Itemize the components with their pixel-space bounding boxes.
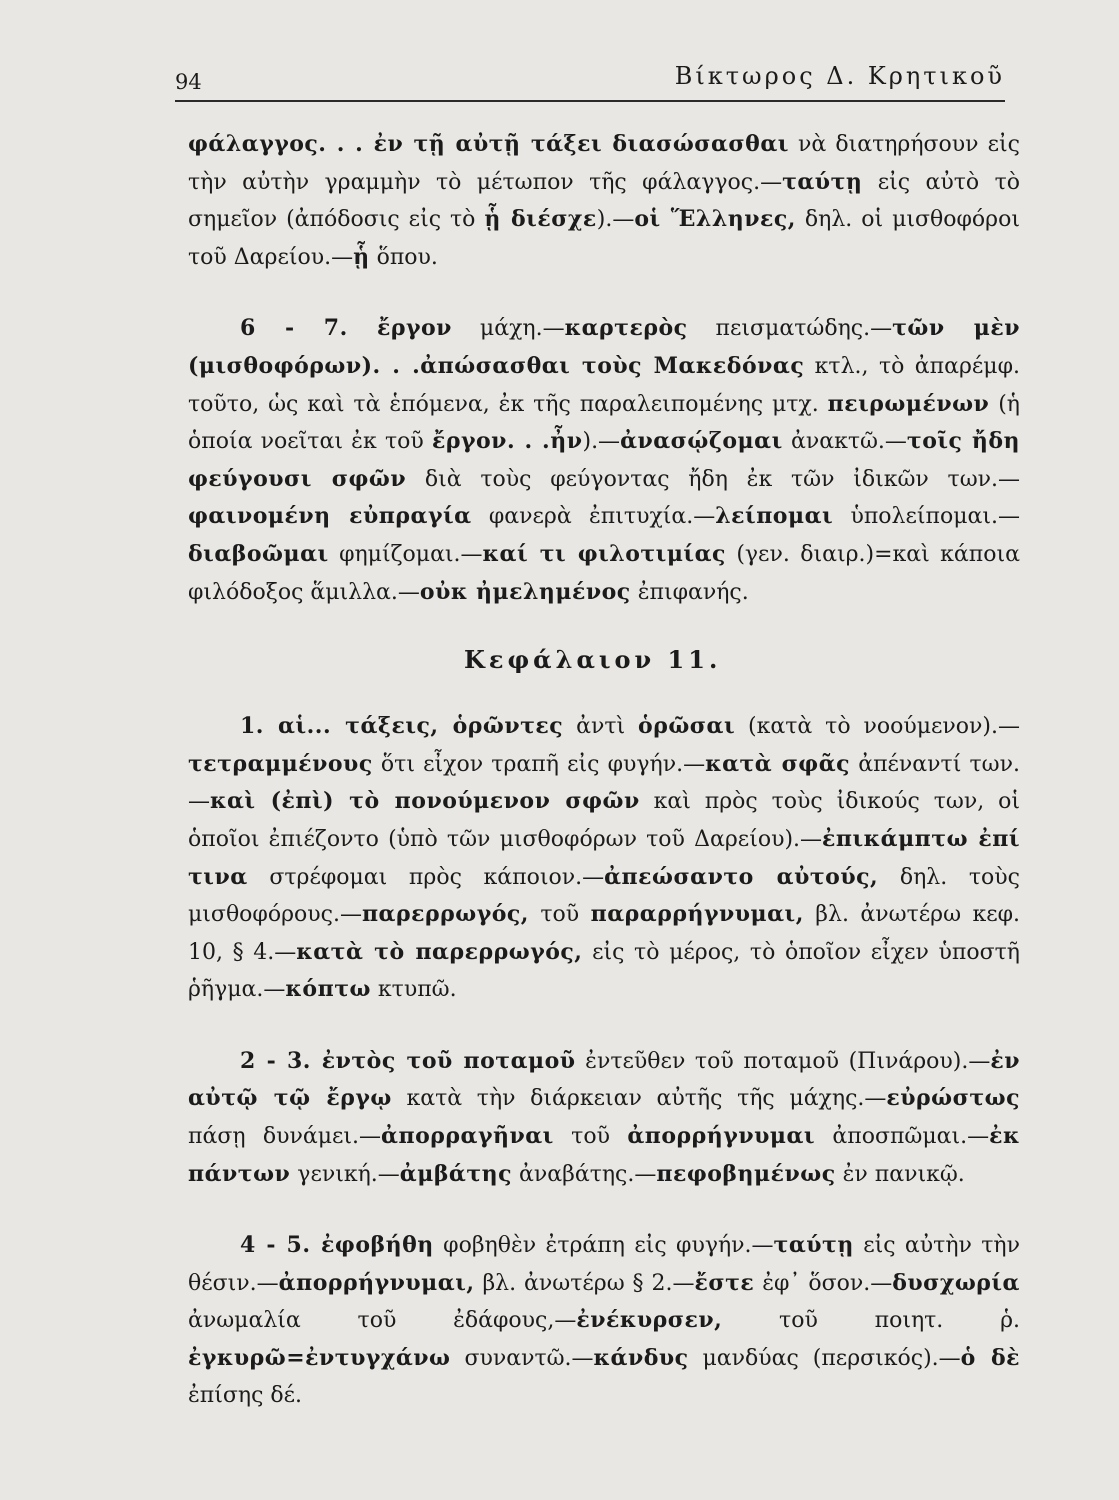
gloss: εἰς αὐτὴν τὴν θέσιν.— <box>188 1233 1020 1296</box>
gloss: δηλ. οἱ μισθοφόροι τοῦ Δαρείου.— <box>188 207 1020 270</box>
gloss: γενική.— <box>290 1161 400 1187</box>
gloss: (κατὰ τὸ νοούμενον).— <box>735 714 1020 740</box>
text-body <box>188 126 1020 1414</box>
header-rule <box>175 100 1005 102</box>
lemma: φάλαγγος. . . ἐν τῇ αὐτῇ τάξει διασώσασθαι <box>188 131 789 157</box>
lemma: ἀπορραγῆναι <box>381 1123 554 1150</box>
lemma: πεφοβημένως <box>656 1160 836 1187</box>
lemma: ἐπικάμπτω ἐπί τινα <box>188 825 1021 890</box>
gloss: ἐπίσης δέ. <box>188 1382 303 1408</box>
lemma: ἔργον. . .ἦν <box>431 428 583 455</box>
paragraph <box>188 126 1020 276</box>
gloss: ἀνακτῶ.— <box>782 429 907 455</box>
gloss: μανδύας (περσικός).— <box>688 1346 961 1372</box>
gloss: (ἡ ὁποία νοεῖται ἐκ τοῦ <box>188 391 1020 455</box>
gloss: ἐντεῦθεν τοῦ ποταμοῦ (Πινάρου).— <box>575 1048 991 1074</box>
lemma: ταύτῃ <box>782 168 863 195</box>
lemma: κατὰ σφᾶς <box>705 750 851 777</box>
gloss: δηλ. τοὺς μισθοφόρους.— <box>188 864 1020 928</box>
gloss: ὅτι εἶχον τραπῆ εἰς φυγήν.— <box>372 751 706 777</box>
gloss: ἐν πανικῷ. <box>835 1161 965 1187</box>
lemma: ᾗ διέσχε <box>484 206 597 233</box>
paragraph <box>188 708 1020 1009</box>
lemma: 2 - 3. ἐντὸς τοῦ ποταμοῦ <box>240 1047 576 1074</box>
paragraph <box>188 310 1020 611</box>
gloss: καὶ πρὸς τοὺς ἰδικούς των, οἱ ὁποῖοι ἐπιέζοντο (ὑπὸ τῶν μισθοφόρων τοῦ Δαρείου).— <box>188 789 1020 852</box>
lemma: λείπομαι <box>715 503 834 530</box>
lemma: οὐκ ἠμελημένος <box>419 578 631 605</box>
lemma: 1. αἱ... τάξεις, ὁρῶντες <box>240 713 564 740</box>
gloss: ἀντὶ <box>563 714 639 740</box>
gloss: (γεν. διαιρ.)=καὶ κάποια φιλόδοξος ἅμιλλα.— <box>188 541 1020 605</box>
lemma: δυσχωρία <box>892 1269 1020 1296</box>
lemma: 4 - 5. ἐφοβήθη <box>240 1232 434 1259</box>
gloss: βλ. ἀνωτέρω § 2.— <box>474 1270 695 1296</box>
gloss: φημίζομαι.— <box>328 541 483 567</box>
lemma: ὁρῶσαι <box>638 713 736 740</box>
gloss: συναντῶ.— <box>450 1346 594 1372</box>
lemma: ἀπεώσαντο αὐτούς, <box>604 863 879 890</box>
gloss: ὅπου. <box>369 244 438 270</box>
lemma: πειρωμένων <box>827 390 990 417</box>
gloss: τοῦ <box>553 1124 628 1150</box>
gloss: τοῦ <box>528 902 591 928</box>
lemma: καρτερὸς <box>564 315 688 342</box>
lemma: ἐνέκυρσεν, <box>576 1307 723 1334</box>
lemma: ἀμβάτης <box>399 1160 513 1187</box>
gloss: ὑπολείπομαι.— <box>833 504 1020 530</box>
gloss: πάσῃ δυνάμει.— <box>188 1124 382 1150</box>
lemma: παρερρωγός, <box>361 901 529 928</box>
lemma: καί τι φιλοτιμίας <box>482 540 726 567</box>
lemma: ἀπορρήγνυμαι, <box>278 1269 475 1296</box>
lemma: ἔστε <box>694 1269 755 1296</box>
gloss: φανερὰ ἐπιτυχία.— <box>471 504 716 530</box>
gloss: ).— <box>582 429 621 455</box>
lemma: ταύτῃ <box>773 1232 854 1259</box>
lemma: κόπτω <box>285 976 371 1003</box>
page-number: 94 <box>175 70 202 94</box>
lemma: 6 - 7. ἔργον <box>240 315 452 342</box>
lemma: τῶν μὲν (μισθοφόρων). . .ἀπώσασθαι τοὺς Μακεδόνας <box>188 315 1021 379</box>
lemma: τετραμμένους <box>188 750 373 777</box>
gloss: ἐφ᾽ ὅσον.— <box>754 1270 893 1296</box>
gloss: ).— <box>596 207 635 233</box>
lemma: ἐγκυρῶ=ἐντυγχάνω <box>188 1345 451 1372</box>
gloss: φοβηθὲν ἐτράπη εἰς φυγήν.— <box>433 1233 774 1259</box>
gloss: μάχη.— <box>451 316 565 342</box>
lemma: διαβοῶμαι <box>188 540 329 567</box>
gloss: κατὰ τὴν διάρκειαν αὐτῆς τῆς μάχης.— <box>391 1086 887 1112</box>
lemma: οἱ Ἕλληνες, <box>634 206 796 233</box>
lemma: ἐκ πάντων <box>188 1123 1021 1187</box>
lemma: κατὰ τὸ παρερρωγός, <box>296 938 583 965</box>
gloss: ἀναβάτης.— <box>512 1161 657 1187</box>
running-head: Βίκτωρος Δ. Κρητικοῦ <box>674 62 1005 90</box>
gloss: πεισματώδης.— <box>687 316 893 342</box>
gloss: εἰς αὐτὸ τὸ σημεῖον (ἀπόδοσις εἰς τὸ <box>188 169 1020 233</box>
gloss: κτυπῶ. <box>370 977 457 1003</box>
gloss: βλ. ἀνωτέρω κεφ. 10, § 4.— <box>188 902 1020 965</box>
lemma: ᾗ <box>353 243 370 270</box>
lemma: τοῖς ἤδη φεύγουσι σφῶν <box>188 428 1020 492</box>
lemma: κάνδυς <box>593 1345 689 1372</box>
gloss: ἀπέναντί των.— <box>188 751 1020 815</box>
gloss: ἐπιφανής. <box>630 579 749 605</box>
gloss: στρέφομαι πρὸς κάποιον.— <box>247 864 605 890</box>
lemma: ἐν αὐτῷ τῷ ἔργῳ <box>188 1047 1020 1112</box>
paragraph <box>188 1227 1020 1414</box>
lemma: εὐρώστως <box>886 1085 1020 1112</box>
gloss: νὰ διατηρήσουν εἰς τὴν αὐτὴν γραμμὴν τὸ μέτωπον τῆς φάλαγγος.— <box>188 132 1020 195</box>
gloss: τοῦ ποιητ. ῥ. <box>722 1308 1020 1334</box>
lemma: παραρρήγνυμαι, <box>590 901 804 928</box>
gloss: ἀποσπῶμαι.— <box>815 1124 990 1150</box>
gloss: εἰς τὸ μέρος, τὸ ὁποῖον εἶχεν ὑποστῆ ῥῆγμα.— <box>188 939 1020 1003</box>
lemma: ἀνασῴζομαι <box>620 428 783 455</box>
lemma: ὁ δὲ <box>960 1345 1020 1372</box>
chapter-title: Κεφάλαιον 11. <box>464 645 722 675</box>
gloss: διὰ τοὺς φεύγοντας ἤδη ἐκ τῶν ἰδικῶν των.— <box>406 466 1020 492</box>
paragraph <box>188 1043 1020 1193</box>
lemma: φαινομένη εὐπραγία <box>188 503 472 530</box>
gloss: κτλ., τὸ ἀπαρέμφ. τοῦτο, ὡς καὶ τὰ ἑπόμενα, ἐκ τῆς παραλειπομένης μτχ. <box>188 353 1020 417</box>
lemma: καὶ (ἐπὶ) τὸ πονούμενον σφῶν <box>210 788 640 815</box>
page-header <box>175 62 1005 96</box>
gloss: ἀνωμαλία τοῦ ἐδάφους,— <box>188 1308 577 1334</box>
lemma: ἀπορρήγνυμαι <box>627 1123 816 1150</box>
